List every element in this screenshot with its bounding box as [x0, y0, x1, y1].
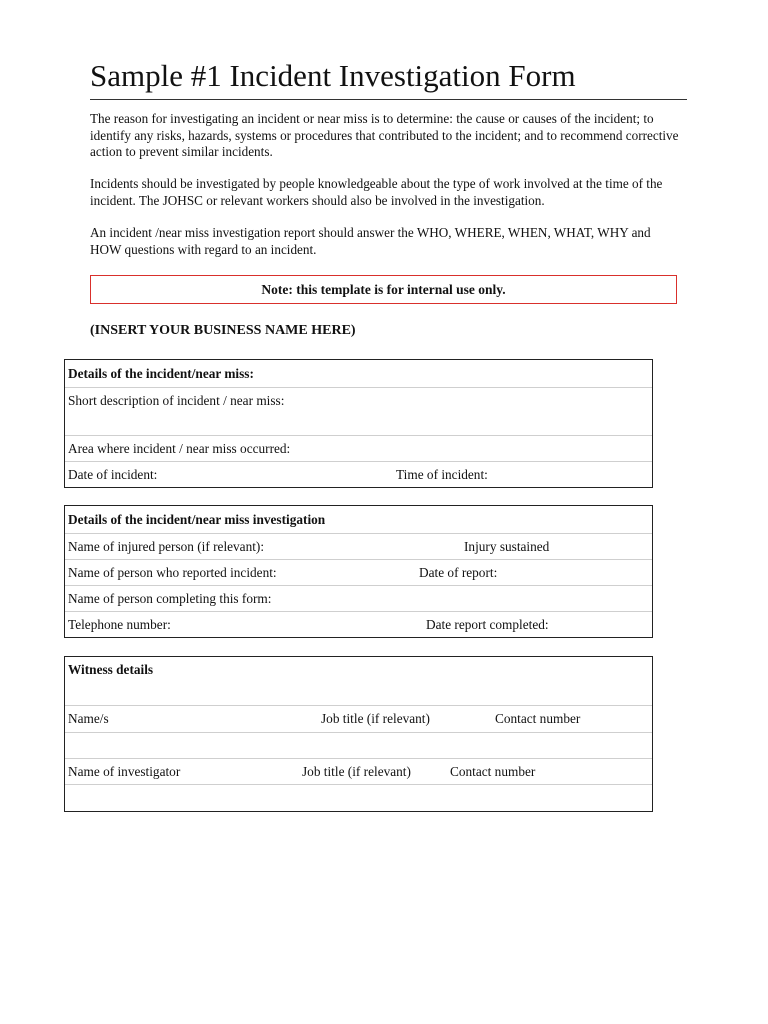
- witness-contact-label: Contact number: [495, 711, 581, 726]
- witness-names-label: Name/s: [68, 711, 109, 726]
- date-of-incident-label: Date of incident:: [68, 467, 158, 482]
- form-completer-row[interactable]: [65, 586, 652, 612]
- telephone-row[interactable]: [65, 612, 652, 637]
- intro-paragraph-3: An incident /near miss investigation report should answer the WHO, WHERE, WHEN, WHAT, WHY and HOW questions with regard to an incident.: [90, 225, 651, 257]
- witness-details-heading: Witness details: [68, 662, 154, 677]
- witness-details-table: [64, 656, 653, 812]
- date-of-report-label: Date of report:: [419, 565, 498, 580]
- page-title: Sample #1 Incident Investigation Form: [90, 58, 576, 93]
- internal-use-note: [90, 275, 677, 304]
- witness-job-title-label: Job title (if relevant): [321, 711, 430, 726]
- witness-entry-row[interactable]: [65, 733, 652, 759]
- injured-person-label: Name of injured person (if relevant):: [68, 539, 265, 554]
- witness-heading-row: [65, 657, 652, 706]
- title-underline: [90, 99, 687, 100]
- witness-labels-row: [65, 706, 652, 733]
- investigation-details-table: [64, 505, 653, 638]
- short-description-row[interactable]: [65, 388, 652, 436]
- area-row[interactable]: [65, 436, 652, 462]
- telephone-label: Telephone number:: [68, 617, 171, 632]
- incident-details-table: [64, 359, 653, 488]
- intro-paragraph-2: Incidents should be investigated by people knowledgeable about the type of work involved at the time of the incident. The JOHSC or relevant workers should also be involved in the investigation.: [90, 176, 663, 208]
- injured-person-row[interactable]: [65, 534, 652, 560]
- investigator-name-label: Name of investigator: [68, 764, 181, 779]
- injury-sustained-label: Injury sustained: [464, 539, 550, 554]
- date-completed-label: Date report completed:: [426, 617, 549, 632]
- date-time-row[interactable]: [65, 462, 652, 487]
- intro-paragraph-1: The reason for investigating an incident or near miss is to determine: the cause or causes of the incident; to identify any risks, hazards, systems or procedures that contributed to the incident; and to recommend corrective action to prevent similar incidents.: [90, 111, 679, 160]
- investigator-contact-label: Contact number: [450, 764, 536, 779]
- area-label: Area where incident / near miss occurred:: [68, 441, 291, 456]
- reporter-label: Name of person who reported incident:: [68, 565, 277, 580]
- investigator-job-title-label: Job title (if relevant): [302, 764, 411, 779]
- investigator-entry-row[interactable]: [65, 785, 652, 811]
- form-completer-label: Name of person completing this form:: [68, 591, 272, 606]
- reporter-row[interactable]: [65, 560, 652, 586]
- short-description-label: Short description of incident / near miss:: [68, 393, 285, 408]
- investigation-details-heading: Details of the incident/near miss investigation: [68, 512, 326, 527]
- investigator-labels-row: [65, 759, 652, 785]
- time-of-incident-label: Time of incident:: [396, 467, 488, 482]
- incident-heading-row: [65, 360, 652, 388]
- incident-details-heading: Details of the incident/near miss:: [68, 366, 254, 381]
- investigation-heading-row: [65, 506, 652, 534]
- note-text: Note: this template is for internal use only.: [261, 281, 506, 297]
- business-name-placeholder: (INSERT YOUR BUSINESS NAME HERE): [90, 323, 356, 338]
